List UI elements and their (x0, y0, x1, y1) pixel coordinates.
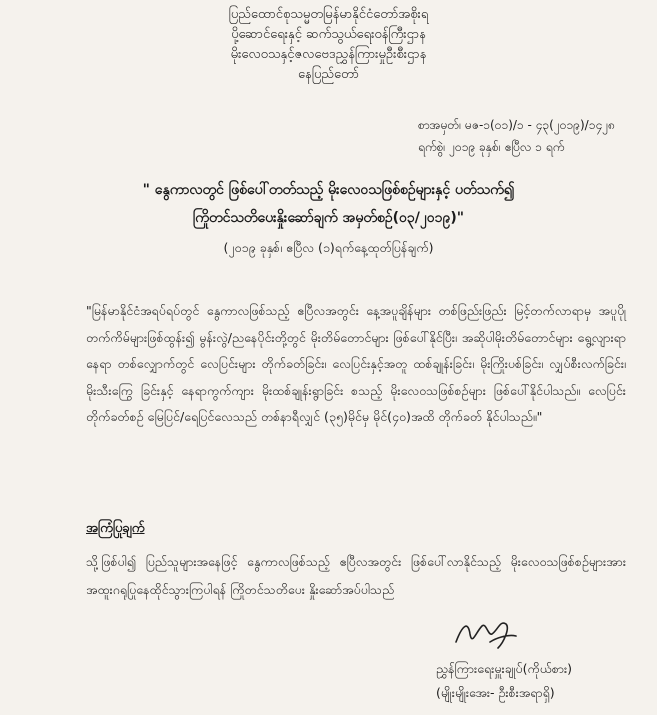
signatory-name: (မျိုးမျိုးအေး- ဦးစီးအရာရှိ) (436, 685, 555, 700)
letterhead (0, 5, 657, 85)
document-title (60, 176, 597, 232)
letterhead-ministry: ပို့ဆောင်ရေးနှင့် ဆက်သွယ်ရေးဝန်ကြီးဌာန (231, 27, 426, 42)
advice-heading: အကြံပြုချက် (86, 521, 145, 536)
handwritten-signature (450, 612, 520, 658)
issue-date-subtitle: (၂၀၁၉ ခုနှစ်၊ ဧပြီလ (၁)ရက်နေ့ထုတ်ပြန်ချက်) (223, 240, 434, 255)
advice-paragraph: သို့ဖြစ်ပါ၍ ပြည်သူများအနေဖြင့် နွေကာလဖြစ်သည့် ဧပြီလအတွင်း ဖြစ်ပေါ်လာနိုင်သည့် မိုးလေဝသဖြစ်စဉ်များအား အထူးဂရုပြုနေထိုင်သွားကြပါရန် ကြိုတင်သတိပေး နှိုးဆော်အပ်ပါသည် (86, 554, 626, 597)
title-line-2: ကြိုတင်သတိပေးနှိုးဆော်ချက် အမှတ်စဉ်(၀၃/၂၀၁၉)" (192, 210, 465, 226)
title-line-1: " နွေကာလတွင် ဖြစ်ပေါ်တတ်သည့် မိုးလေဝသဖြစ်စဉ်များနှင့် ပတ်သက်၍ (142, 182, 515, 198)
letterhead-government: ပြည်ထောင်စုသမ္မတမြန်မာနိုင်ငံတော်အစိုးရ (228, 7, 429, 22)
reference-number: စာအမှတ်၊ မဇ-၁(၀၁)/၁ - ၄၃(၂၀၁၉)/၁၄၂၈ (418, 118, 615, 132)
signatory-title: ညွှန်ကြားရေးမှူးချုပ်(ကိုယ်စား) (436, 661, 573, 676)
reference-block (418, 114, 615, 158)
warning-paragraph: "မြန်မာနိုင်ငံအရပ်ရပ်တွင် နွေကာလဖြစ်သည့် ဧပြီလအတွင်း နေ့အပူချိန်များ တစ်ဖြည်းဖြည်း မြင့်တက်လာရာမှ အပူပိုုတက်ကိမ်များဖြစ်ထွန်း၍ မွန်းလွဲ/ညနေပိုင်းတို့တွင် မိုးတိမ်တောင်များ ဖြစ်ပေါ်နိုင်ပြီး၊ အဆိုပါမိုးတိမ်တောင်များ ရွေ့လျားရာနေရာ တစ်လျှောက်တွင် လေပြင်းများ တိုက်ခတ်ခြင်း၊ လေပြင်းနှင့်အတူ ထစ်ချုန်းခြင်း၊ မိုးကြိုးပစ်ခြင်း၊ လျှပ်စီးလက်ခြင်း၊ မိုးသီးကြွေ ခြင်းနှင့် နေရာကွက်ကျား မိုးထစ်ချုန်းရွာခြင်း စသည့် မိုးလေဝသဖြစ်စဉ်များ ဖြစ်ပေါ်နိုင်ပါသည်။ လေပြင်းတိုက်ခတ်စဉ် မြေပြင်/ရေပြင်လေသည် တစ်နာရီလျှင် (၃၅)မိုင်မှ မိုင်(၄၀)အထိ တိုက်ခတ် နိုင်ပါသည်။" (86, 303, 626, 424)
reference-date: ရက်စွဲ၊ ၂၀၁၉ ခုနှစ်၊ ဧပြီလ ၁ ရက် (418, 140, 565, 154)
letterhead-city: နေပြည်တော် (297, 67, 359, 82)
letterhead-department: မိုးလေဝသနှင့်ဇလဗေဒညွှန်ကြားမှုဦးစီးဌာန (230, 47, 427, 62)
signature-block (436, 657, 572, 705)
